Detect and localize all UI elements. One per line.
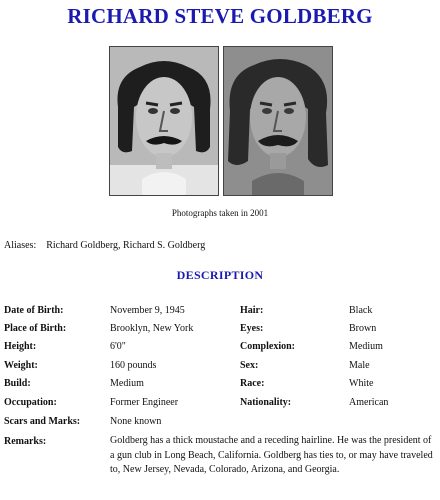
detail-label: Scars and Marks: <box>4 416 81 427</box>
detail-value: Former Engineer <box>110 397 179 408</box>
detail-row <box>0 323 440 339</box>
detail-value-2: Brown <box>349 323 377 334</box>
detail-value: 6'0" <box>110 341 126 352</box>
detail-label-2: Hair: <box>240 305 264 316</box>
detail-label: Place of Birth: <box>4 323 67 334</box>
remarks-text: Goldberg has a thick moustache and a receding hairline. He was the president of a gun club in Long Beach, California. Goldberg has ties to, or may have traveled to, New Jersey, Nevada, Colorado, Arizona, and Georgia. <box>110 435 433 475</box>
aliases-label: Aliases: <box>4 240 37 251</box>
detail-value: None known <box>110 416 162 427</box>
detail-value-2: American <box>349 397 389 408</box>
detail-label-2: Sex: <box>240 360 259 371</box>
detail-value-2: Black <box>349 305 373 316</box>
detail-value-2: White <box>349 378 374 389</box>
detail-label-2: Race: <box>240 378 265 389</box>
detail-label: Date of Birth: <box>4 305 64 316</box>
detail-label-2: Complexion: <box>240 341 295 352</box>
detail-value: November 9, 1945 <box>110 305 185 316</box>
photo-caption: Photographs taken in 2001 <box>171 208 269 218</box>
detail-row <box>0 360 440 376</box>
portrait-image-2 <box>224 47 332 195</box>
detail-label-2: Eyes: <box>240 323 264 334</box>
description-heading: DESCRIPTION <box>176 268 264 282</box>
detail-row <box>0 416 440 432</box>
detail-label: Occupation: <box>4 397 57 408</box>
detail-label: Height: <box>4 341 37 352</box>
detail-value: Brooklyn, New York <box>110 323 194 334</box>
detail-row <box>0 397 440 413</box>
detail-label-2: Nationality: <box>240 397 292 408</box>
detail-value: Medium <box>110 378 144 389</box>
detail-value-2: Medium <box>349 341 383 352</box>
remarks-label: Remarks: <box>4 436 47 447</box>
suspect-photo-2 <box>223 46 333 196</box>
detail-label: Build: <box>4 378 31 389</box>
detail-row <box>0 341 440 357</box>
aliases-line <box>4 240 205 251</box>
detail-label: Weight: <box>4 360 38 371</box>
detail-row <box>0 305 440 321</box>
detail-value-2: Male <box>349 360 370 371</box>
aliases-value: Richard Goldberg, Richard S. Goldberg <box>46 240 206 251</box>
detail-value: 160 pounds <box>110 360 157 371</box>
suspect-photo-1 <box>109 46 219 196</box>
portrait-image-1 <box>110 47 218 195</box>
page-title: RICHARD STEVE GOLDBERG <box>67 4 373 28</box>
detail-row <box>0 378 440 394</box>
